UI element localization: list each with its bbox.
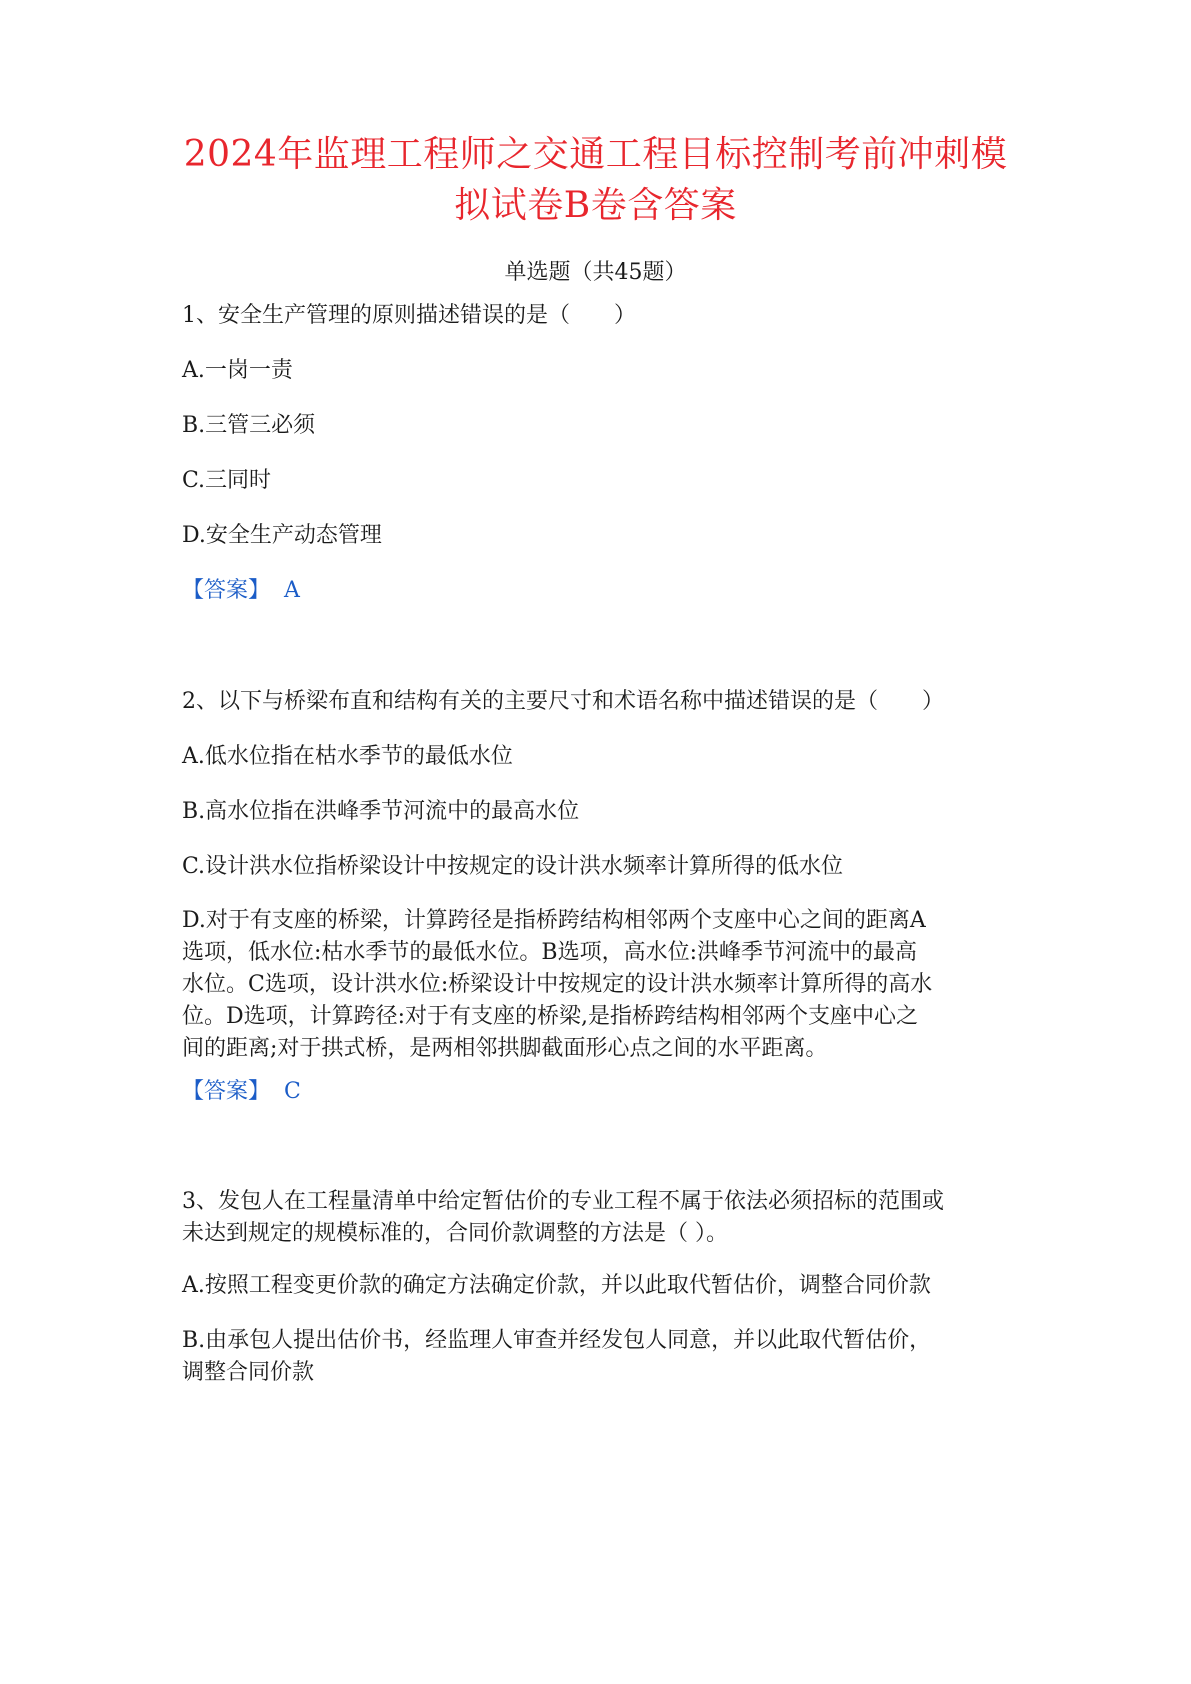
answer-value: C (284, 1079, 301, 1104)
text-line: 水位。C选项，设计洪水位:桥梁设计中按规定的设计洪水频率计算所得的高水 (182, 972, 933, 997)
answer-label: 【答案】 (182, 578, 271, 603)
text-line: 选项，低水位:枯水季节的最低水位。B选项，高水位:洪峰季节河流中的最高 (182, 940, 917, 965)
question-2-option-d (182, 905, 1022, 1065)
answer-value: A (284, 578, 300, 603)
question-2-option-c: C.设计洪水位指桥梁设计中按规定的设计洪水频率计算所得的低水位 (182, 854, 844, 879)
text-line: 未达到规定的规模标准的，合同价款调整的方法是（ ）。 (182, 1221, 728, 1246)
question-1-stem: 1、安全生产管理的原则描述错误的是（ ） (182, 303, 636, 328)
text-line: B.由承包人提出估价书，经监理人审查并经发包人同意，并以此取代暂估价， (182, 1328, 932, 1353)
answer-label: 【答案】 (182, 1079, 271, 1104)
question-2-answer (182, 1077, 1022, 1107)
text-line: 调整合同价款 (182, 1360, 315, 1385)
text-line: 间的距离;对于拱式桥，是两相邻拱脚截面形心点之间的水平距离。 (182, 1036, 828, 1061)
question-1-option-a: A.一岗一责 (182, 358, 293, 383)
question-1-option-c: C.三同时 (182, 468, 272, 493)
text-line: 位。D选项，计算跨径:对于有支座的桥梁,是指桥跨结构相邻两个支座中心之 (182, 1004, 919, 1029)
document-title-line-2: 拟试卷B卷含答案 (454, 185, 737, 226)
text-line: 3、发包人在工程量清单中给定暂估价的专业工程不属于依法必须招标的范围或 (182, 1189, 944, 1214)
section-heading: 单选题（共45题） (504, 260, 687, 285)
question-3-stem (182, 1186, 1022, 1250)
document-title-line-1: 2024年监理工程师之交通工程目标控制考前冲刺模 (183, 134, 1008, 175)
question-3-option-a: A.按照工程变更价款的确定方法确定价款，并以此取代暂估价，调整合同价款 (182, 1273, 931, 1298)
question-1-option-d: D.安全生产动态管理 (182, 523, 382, 548)
question-1-option-b: B.三管三必须 (182, 413, 316, 438)
question-2-stem: 2、以下与桥梁布直和结构有关的主要尺寸和术语名称中描述错误的是（ ） (182, 689, 944, 714)
question-1-answer (182, 576, 1022, 606)
question-2-option-b: B.高水位指在洪峰季节河流中的最高水位 (182, 799, 580, 824)
text-line: D.对于有支座的桥梁，计算跨径是指桥跨结构相邻两个支座中心之间的距离A (182, 908, 926, 933)
question-2-option-a: A.低水位指在枯水季节的最低水位 (182, 744, 513, 769)
question-3-option-b (182, 1325, 1022, 1389)
